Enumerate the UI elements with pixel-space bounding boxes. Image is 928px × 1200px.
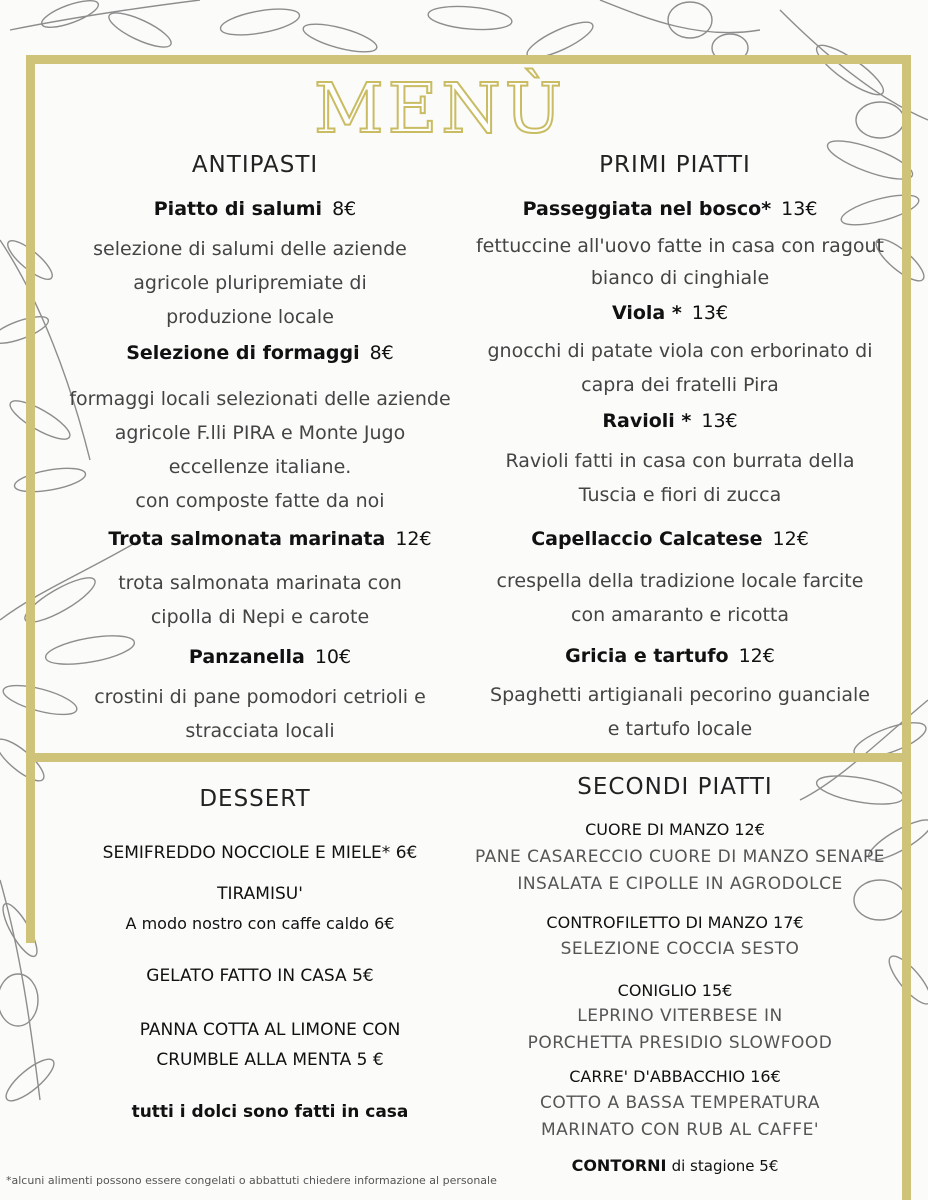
dessert-item: CRUMBLE ALLA MENTA 5 € (156, 1050, 384, 1070)
antipasti-item-name: Panzanella 10€ (188, 646, 352, 668)
primi-item-desc: Spaghetti artigianali pecorino guanciale e tartufo locale (490, 684, 870, 740)
secondi-item-name: CUORE DI MANZO 12€ (585, 820, 765, 839)
antipasti-item-name: Piatto di salumi 8€ (153, 198, 357, 220)
frame-middle (26, 753, 911, 762)
primi-item-desc: gnocchi di patate viola con erborinato di capra dei fratelli Pira (487, 340, 873, 396)
primi-item-name: Viola * 13€ (611, 302, 729, 324)
dessert-heading: DESSERT (199, 786, 311, 812)
antipasti-item-desc: crostini di pane pomodori cetrioli e stracciata locali (94, 686, 426, 742)
secondi-item-desc: SELEZIONE COCCIA SESTO (560, 939, 800, 959)
frame-left-bottom (26, 753, 35, 943)
antipasti-heading: ANTIPASTI (191, 152, 319, 178)
dessert-item: TIRAMISU' (217, 884, 303, 904)
dessert-item: GELATO FATTO IN CASA 5€ (146, 966, 374, 986)
secondi-heading: SECONDI PIATTI (577, 774, 773, 800)
antipasti-item-name: Selezione di formaggi 8€ (126, 342, 394, 364)
dessert-item: SEMIFREDDO NOCCIOLE E MIELE* 6€ (102, 843, 418, 863)
secondi-item-name: CARRE' D'ABBACCHIO 16€ (569, 1067, 781, 1086)
primi-item-desc: crespella della tradizione locale farcite con amaranto e ricotta (496, 570, 864, 626)
secondi-item-name: CONTROFILETTO DI MANZO 17€ (546, 913, 804, 932)
contorni-line: CONTORNI di stagione 5€ (571, 1156, 779, 1175)
primi-item-desc: fettuccine all'uovo fatte in casa con ragout bianco di cinghiale (475, 235, 885, 289)
primi-item-name: Ravioli * 13€ (602, 410, 738, 432)
dessert-item: PANNA COTTA AL LIMONE CON (139, 1020, 401, 1040)
primi-item-name: Passeggiata nel bosco* 13€ (522, 198, 818, 220)
dessert-note: tutti i dolci sono fatti in casa (131, 1102, 409, 1122)
secondi-item-desc: LEPRINO VITERBESE IN PORCHETTA PRESIDIO SLOWFOOD (527, 1006, 833, 1053)
antipasti-item-desc: selezione di salumi delle aziende agricole pluripremiate di produzione locale (93, 238, 407, 328)
frame-top (26, 55, 911, 64)
antipasti-item-desc: trota salmonata marinata con cipolla di Nepi e carote (118, 572, 402, 628)
secondi-item-name: CONIGLIO 15€ (617, 981, 733, 1000)
primi-item-desc: Ravioli fatti in casa con burrata della Tuscia e fiori di zucca (505, 450, 855, 506)
menu-title: MENÙ (313, 70, 567, 149)
primi-item-name: Capellaccio Calcatese 12€ (531, 528, 809, 550)
primi-item-name: Gricia e tartufo 12€ (565, 645, 775, 667)
footnote: *alcuni alimenti possono essere congelati o abbattuti chiedere informazione al personale (6, 1174, 497, 1187)
antipasti-item-desc: formaggi locali selezionati delle aziende agricole F.lli PIRA e Monte Jugo eccellenze italiane. con composte fatte da noi (69, 388, 451, 512)
primi-heading: PRIMI PIATTI (599, 152, 751, 178)
secondi-item-desc: PANE CASARECCIO CUORE DI MANZO SENAPE INSALATA E CIPOLLE IN AGRODOLCE (475, 847, 885, 894)
frame-left-top (26, 55, 35, 760)
antipasti-item-name: Trota salmonata marinata 12€ (108, 528, 432, 550)
secondi-item-desc: COTTO A BASSA TEMPERATURA MARINATO CON RUB AL CAFFE' (539, 1093, 821, 1140)
dessert-item: A modo nostro con caffe caldo 6€ (125, 914, 395, 933)
